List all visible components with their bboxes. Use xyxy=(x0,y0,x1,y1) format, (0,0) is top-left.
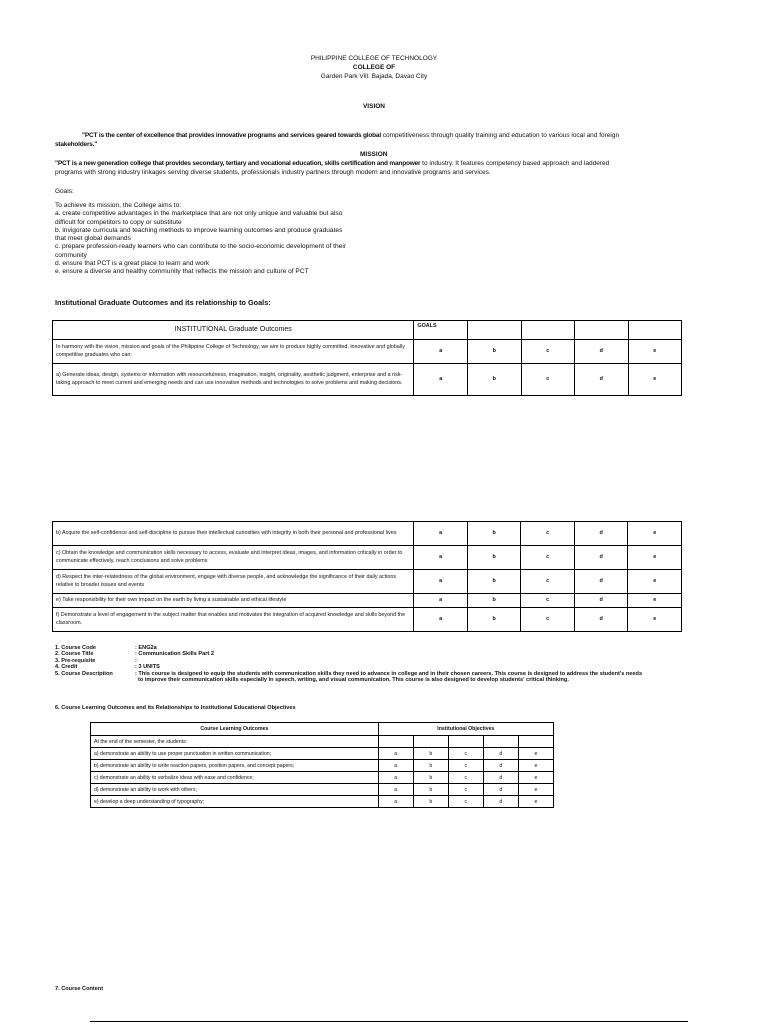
igo-heading: Institutional Graduate Outcomes and its relationship to Goals: xyxy=(55,298,271,307)
course-code-label: 1. Course Code xyxy=(55,645,97,651)
course-info xyxy=(55,645,642,683)
goal-cell: a xyxy=(414,594,468,608)
goals-heading: Goals: xyxy=(55,188,74,195)
school-address: Garden Park Vill. Bajada, Davao City xyxy=(320,73,428,80)
objective-cell: a xyxy=(378,760,413,772)
vision-text-rest: competitiveness through quality training and education to various local and foreign xyxy=(380,132,620,139)
clo-row-text: b) demonstrate an ability to write reaction papers, position papers, and concept papers; xyxy=(91,760,379,772)
goal-cell: d xyxy=(574,522,628,546)
clo-row-text: c) demonstrate an ability to verbalize ideas with ease and confidence; xyxy=(91,772,379,784)
goals-line: difficult for competitors to copy or substitute xyxy=(55,218,182,226)
goals-line: To achieve its mission, the College aims to: xyxy=(55,202,182,209)
table-row xyxy=(91,796,554,808)
objective-cell: e xyxy=(518,748,553,760)
goal-cell: c xyxy=(521,364,574,396)
objective-cell: c xyxy=(448,772,483,784)
mission-heading: MISSION xyxy=(360,151,388,158)
goals-label: GOALS xyxy=(414,321,468,340)
goal-cell: a xyxy=(414,340,468,364)
school-name: PHILIPPINE COLLEGE OF TECHNOLOGY xyxy=(310,55,438,62)
objective-cell: d xyxy=(483,748,518,760)
goals-line: e. ensure a diverse and healthy community that reflects the mission and culture of PCT xyxy=(55,268,309,276)
table-row xyxy=(91,760,554,772)
objective-cell: a xyxy=(378,796,413,808)
goal-cell: e xyxy=(628,594,682,608)
table-row xyxy=(53,594,682,608)
objective-cell: c xyxy=(448,748,483,760)
goal-cell: c xyxy=(521,340,574,364)
course-code-value: : ENG2a xyxy=(135,645,157,651)
prerequisite-label: 3. Pre-requisite xyxy=(55,657,96,664)
objective-cell: e xyxy=(518,796,553,808)
goal-cell: c xyxy=(521,546,575,570)
goal-cell: b xyxy=(467,608,521,632)
clo-heading: 6. Course Learning Outcomes and its Relationships to Institutional Educational Objectives xyxy=(55,705,296,711)
clo-table xyxy=(90,722,554,808)
igo-row-text: b) Acquire the self-confidence and self-discipline to pursue their intellectual curiosities with integrity in both their personal and professional lives xyxy=(53,522,414,546)
clo-col-header: Course Learning Outcomes xyxy=(91,723,379,736)
objective-cell: d xyxy=(483,784,518,796)
clo-row-text: e) develop a deep understanding of typography; xyxy=(91,796,379,808)
goal-cell: d xyxy=(574,546,628,570)
credit-value: : 3 UNITS xyxy=(135,664,160,671)
table-row xyxy=(53,522,682,546)
goals-line: a. create competitive advantages in the marketplace that are not only unique and valuable but also xyxy=(55,210,343,218)
objective-cell: d xyxy=(483,796,518,808)
objective-cell: b xyxy=(413,796,448,808)
goal-cell: a xyxy=(414,570,468,594)
objective-cell: d xyxy=(483,760,518,772)
goal-cell: a xyxy=(414,522,468,546)
goal-cell: b xyxy=(468,364,521,396)
goal-cell: c xyxy=(521,522,575,546)
table-row xyxy=(53,608,682,632)
table-row xyxy=(91,748,554,760)
goals-line: b. invigorate curricula and teaching methods to improve learning outcomes and produce graduates xyxy=(55,226,343,234)
college-name: COLLEGE OF xyxy=(352,64,396,71)
table-row xyxy=(53,570,682,594)
igo-table-continued xyxy=(52,521,682,632)
course-description-label: 5. Course Description xyxy=(55,670,113,677)
objective-cell: e xyxy=(518,760,553,772)
objective-cell: c xyxy=(448,784,483,796)
goal-cell: e xyxy=(628,570,682,594)
table-row xyxy=(53,546,682,570)
objective-cell: e xyxy=(518,784,553,796)
mission-text-rest: to industry. It features competency based approach and laddered xyxy=(420,160,610,167)
course-title-label: 2. Course Title xyxy=(55,651,94,658)
goal-cell: c xyxy=(521,594,575,608)
course-content-heading: 7. Course Content xyxy=(55,986,104,992)
igo-row-text: In harmony with the vision, mission and goals of the Philippine College of Technology, we aim to produce highly committed, innovative and globally competitive graduates who can: xyxy=(53,340,414,364)
goals-line: community xyxy=(55,251,87,259)
table-row xyxy=(53,364,682,396)
goals-list xyxy=(55,202,346,277)
vision-heading: VISION xyxy=(362,103,386,110)
goal-cell: d xyxy=(574,570,628,594)
table-row xyxy=(91,772,554,784)
goal-cell: d xyxy=(574,608,628,632)
vision-text xyxy=(82,132,702,140)
objective-cell: b xyxy=(413,760,448,772)
goal-cell: b xyxy=(467,570,521,594)
igo-table-header: INSTITUTIONAL Graduate Outcomes xyxy=(53,321,414,340)
objective-cell: b xyxy=(413,784,448,796)
course-title-value: : Communication Skills Part 2 xyxy=(135,651,214,658)
goals-line: c. prepare profession-ready learners who can contribute to the socio-economic development of their xyxy=(55,243,347,251)
goals-line: that meet global demands xyxy=(55,235,131,243)
goal-cell: b xyxy=(468,340,521,364)
course-description-value: : This course is designed to equip the students with communication skills they need to advance in college and in their chosen careers. This course is designed to address the student's needs xyxy=(135,670,643,677)
goal-cell: e xyxy=(628,546,682,570)
goal-cell: b xyxy=(467,546,521,570)
goal-cell: b xyxy=(467,594,521,608)
table-row xyxy=(53,340,682,364)
goal-cell: e xyxy=(628,340,682,364)
goal-cell: e xyxy=(628,608,682,632)
clo-row-text: a) demonstrate an ability to use proper punctuation in written communication; xyxy=(91,748,379,760)
objective-cell: b xyxy=(413,772,448,784)
objective-cell: c xyxy=(448,760,483,772)
goals-line: d. ensure that PCT is a great place to learn and work xyxy=(55,260,210,268)
objective-cell: a xyxy=(378,772,413,784)
igo-row-text: d) Respect the inter-relatedness of the global environment, engage with diverse people, and acknowledge the significance of their daily actions relative to broader issues and events xyxy=(53,570,414,594)
mission-text xyxy=(55,160,745,168)
objective-cell: d xyxy=(483,772,518,784)
goal-cell: e xyxy=(628,522,682,546)
goal-cell: d xyxy=(575,364,628,396)
goal-cell: a xyxy=(414,608,468,632)
igo-row-text: f) Demonstrate a level of engagement in the subject matter that enables and motivates the integration of acquired knowledge and skills beyond the classroom. xyxy=(53,608,414,632)
goal-cell: e xyxy=(628,364,682,396)
goal-cell: a xyxy=(414,546,468,570)
objective-cell: a xyxy=(378,748,413,760)
credit-label: 4. Credit xyxy=(55,664,78,671)
igo-row-text: a) Generate ideas, design, systems or information with resourcefulness, imagination, insight, originality, aesthetic judgment, enterprise and a risk-taking approach to meet current and emerging needs and can use innovative methods and technologies to solve problems and making decisions. xyxy=(53,364,414,396)
objective-cell: b xyxy=(413,748,448,760)
prerequisite-value: : xyxy=(135,657,137,664)
goal-cell: c xyxy=(521,608,575,632)
mission-text-bold: "PCT is a new generation college that provides secondary, tertiary and vocational education, skills certification and manpower xyxy=(55,160,421,167)
igo-row-text: c) Obtain the knowledge and communication skills necessary to access, evaluate and interpret ideas, images, and information critically in order to communicate effectively, reach conclusions and solve problems xyxy=(53,546,414,570)
vision-text-line2: stakeholders." xyxy=(55,141,98,148)
table-row xyxy=(91,784,554,796)
objective-cell: c xyxy=(448,796,483,808)
course-description-line2: to improve their communication skills especially in speech, writing, and visual communication. This course is also designed to develop students' critical thinking. xyxy=(138,677,569,684)
clo-intro: At the end of the semester, the students: xyxy=(91,736,379,748)
igo-table xyxy=(52,320,682,396)
igo-row-text: e) Take responsibility for their own impact on the earth by living a sustainable and ethical lifestyle xyxy=(53,594,414,608)
goal-cell: c xyxy=(521,570,575,594)
vision-text-bold: "PCT is the center of excellence that provides innovative programs and services geared towards global xyxy=(82,132,381,139)
goal-cell: b xyxy=(467,522,521,546)
clo-row-text: d) demonstrate an ability to work with others; xyxy=(91,784,379,796)
objectives-col-header: Institutional Objectives xyxy=(378,723,553,736)
bottom-rule xyxy=(90,1021,688,1022)
goal-cell: a xyxy=(414,364,468,396)
goal-cell: d xyxy=(574,594,628,608)
objective-cell: a xyxy=(378,784,413,796)
objective-cell: e xyxy=(518,772,553,784)
mission-text-line2: programs with strong industry linkages serving diverse students, professionals industry partners through modern and innovative programs and services. xyxy=(55,169,491,176)
goal-cell: d xyxy=(575,340,628,364)
